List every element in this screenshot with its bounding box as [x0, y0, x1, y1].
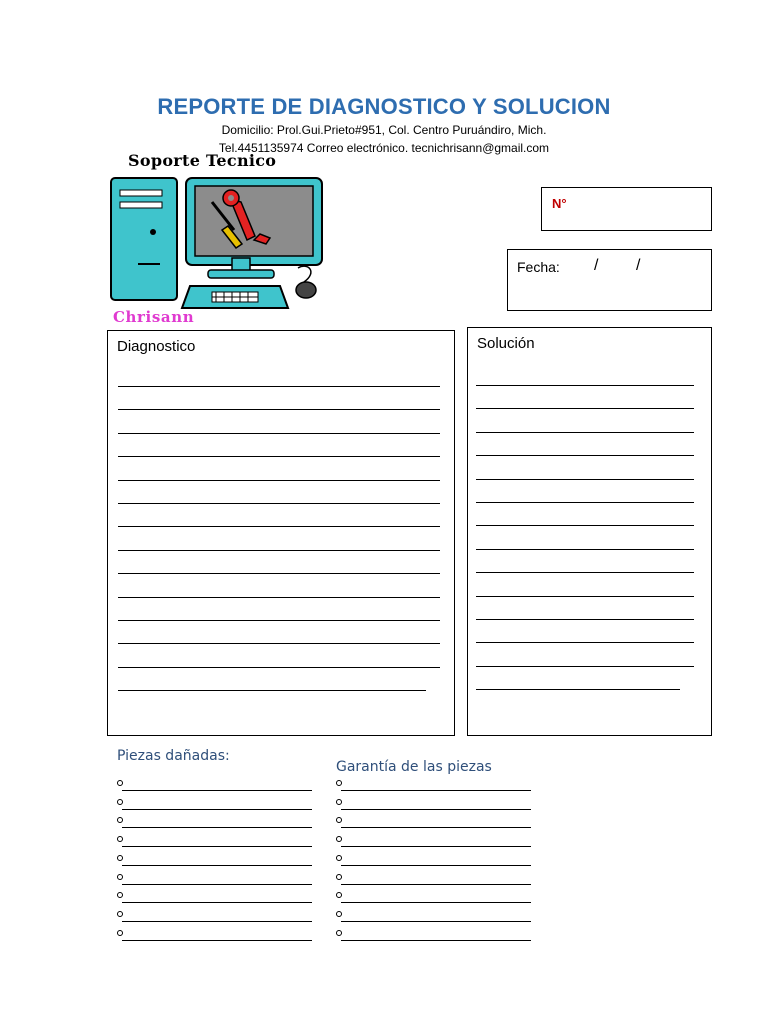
list-item[interactable] [336, 836, 536, 850]
list-item[interactable] [117, 836, 317, 850]
writing-line [122, 790, 312, 791]
writing-line[interactable] [476, 642, 694, 643]
contact-line: Tel.4451135974 Correo electrónico. tecnichrisann@gmail.com [218, 141, 550, 155]
writing-line [341, 846, 531, 847]
diagnostic-box[interactable] [107, 330, 455, 736]
bullet-icon [117, 892, 123, 898]
logo-top-text: Soporte Tecnico [128, 151, 277, 170]
bullet-icon [336, 874, 342, 880]
writing-line [341, 827, 531, 828]
writing-line[interactable] [118, 620, 440, 621]
writing-line[interactable] [476, 689, 680, 690]
bullet-icon [117, 855, 123, 861]
writing-line [341, 790, 531, 791]
parts-warranty-title: Garantía de las piezas [336, 759, 492, 775]
solution-box[interactable] [467, 327, 712, 736]
page-title: REPORTE DE DIAGNOSTICO Y SOLUCION [157, 94, 611, 119]
writing-line[interactable] [118, 667, 440, 668]
list-item[interactable] [336, 911, 536, 925]
solution-title: Solución [477, 335, 535, 352]
bullet-icon [117, 911, 123, 917]
date-box[interactable] [507, 249, 712, 311]
writing-line[interactable] [118, 386, 440, 387]
list-item[interactable] [336, 892, 536, 906]
writing-line [341, 865, 531, 866]
number-box[interactable] [541, 187, 712, 231]
writing-line[interactable] [476, 525, 694, 526]
date-separator: / [594, 257, 599, 274]
list-item[interactable] [336, 780, 536, 794]
bullet-icon [117, 780, 123, 786]
bullet-icon [117, 930, 123, 936]
writing-line [122, 940, 312, 941]
writing-line[interactable] [118, 433, 440, 434]
bullet-icon [336, 799, 342, 805]
list-item[interactable] [117, 817, 317, 831]
writing-line[interactable] [476, 619, 694, 620]
bullet-icon [117, 799, 123, 805]
bullet-icon [336, 817, 342, 823]
writing-line[interactable] [476, 596, 694, 597]
list-item[interactable] [336, 874, 536, 888]
logo-bottom-text: Chrisann [113, 308, 195, 326]
computer-repair-icon [108, 168, 336, 314]
writing-line[interactable] [476, 549, 694, 550]
diagnostic-title: Diagnostico [117, 338, 196, 355]
list-item[interactable] [336, 855, 536, 869]
damaged-parts-list [117, 780, 317, 950]
list-item[interactable] [117, 855, 317, 869]
writing-line[interactable] [476, 666, 694, 667]
writing-line [122, 921, 312, 922]
list-item[interactable] [117, 799, 317, 813]
writing-line[interactable] [118, 690, 426, 691]
writing-line[interactable] [118, 573, 440, 574]
writing-line [341, 884, 531, 885]
writing-line[interactable] [118, 643, 440, 644]
writing-line [341, 809, 531, 810]
list-item[interactable] [117, 930, 317, 944]
bullet-icon [117, 874, 123, 880]
writing-line[interactable] [118, 480, 440, 481]
writing-line[interactable] [476, 502, 694, 503]
list-item[interactable] [336, 930, 536, 944]
writing-line[interactable] [118, 456, 440, 457]
list-item[interactable] [336, 817, 536, 831]
bullet-icon [336, 780, 342, 786]
writing-line[interactable] [476, 572, 694, 573]
writing-line [122, 809, 312, 810]
writing-line[interactable] [476, 455, 694, 456]
address-line: Domicilio: Prol.Gui.Prieto#951, Col. Centro Puruándiro, Mich. [221, 123, 547, 137]
bullet-icon [336, 930, 342, 936]
bullet-icon [336, 911, 342, 917]
list-item[interactable] [117, 874, 317, 888]
writing-line [122, 846, 312, 847]
writing-line[interactable] [118, 409, 440, 410]
parts-warranty-list [336, 780, 536, 950]
list-item[interactable] [117, 892, 317, 906]
writing-line[interactable] [118, 526, 440, 527]
writing-line [122, 902, 312, 903]
list-item[interactable] [117, 780, 317, 794]
list-item[interactable] [336, 799, 536, 813]
writing-line[interactable] [118, 550, 440, 551]
bullet-icon [117, 817, 123, 823]
writing-line[interactable] [118, 597, 440, 598]
damaged-parts-title: Piezas dañadas: [117, 748, 230, 764]
number-label: N° [552, 196, 567, 211]
bullet-icon [117, 836, 123, 842]
date-label: Fecha: [517, 259, 560, 275]
writing-line[interactable] [476, 408, 694, 409]
writing-line [341, 940, 531, 941]
writing-line[interactable] [118, 503, 440, 504]
bullet-icon [336, 892, 342, 898]
list-item[interactable] [117, 911, 317, 925]
writing-line[interactable] [476, 479, 694, 480]
writing-line [122, 884, 312, 885]
writing-line [341, 921, 531, 922]
writing-line [341, 902, 531, 903]
writing-line [122, 827, 312, 828]
writing-line[interactable] [476, 385, 694, 386]
date-separator: / [636, 257, 641, 274]
writing-line[interactable] [476, 432, 694, 433]
bullet-icon [336, 836, 342, 842]
writing-line [122, 865, 312, 866]
bullet-icon [336, 855, 342, 861]
